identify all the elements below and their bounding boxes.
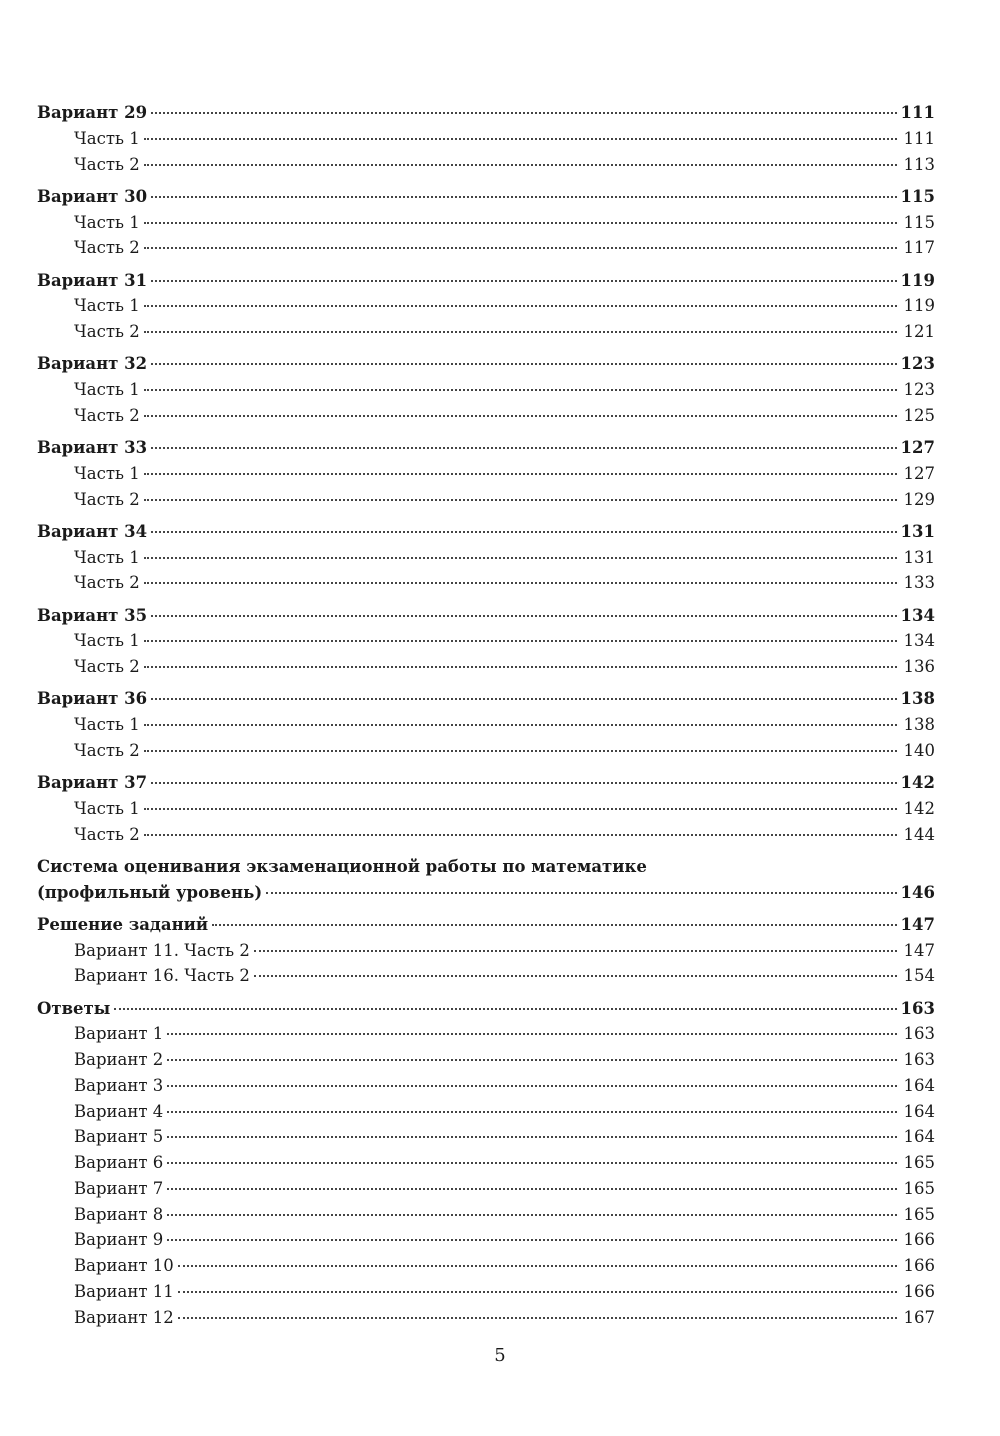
toc-answer-item — [37, 1124, 935, 1150]
toc-entry-page: 146 — [900, 882, 935, 902]
dot-leader — [144, 724, 897, 726]
toc-entry-page: 164 — [903, 1127, 935, 1147]
toc-entry-title: Ответы — [37, 998, 111, 1018]
dot-leader — [144, 750, 897, 752]
page-number: 5 — [494, 1345, 506, 1366]
toc-answer-item — [37, 1150, 935, 1176]
toc-part-entry — [37, 712, 935, 738]
toc-entry-page: 115 — [900, 186, 935, 206]
dot-leader — [254, 975, 897, 977]
dot-leader — [151, 698, 896, 700]
toc-grading-title-line1: Система оценивания экзаменационной работы по математике — [37, 856, 647, 876]
toc-entry-title: Вариант 8 — [74, 1204, 164, 1224]
toc-entry-title: Вариант 3 — [74, 1075, 164, 1095]
toc-entry-title: Часть 2 — [74, 154, 140, 174]
toc-variant-entry — [37, 268, 935, 294]
toc-answers-group — [37, 996, 935, 1331]
dot-leader — [167, 1136, 897, 1138]
dot-leader — [167, 1188, 897, 1190]
toc-variant-group — [37, 435, 935, 512]
dot-leader — [114, 1008, 896, 1010]
toc-entry-page: 123 — [903, 380, 935, 399]
dot-leader — [167, 1085, 897, 1087]
toc-entry-page: 140 — [903, 740, 935, 760]
toc-entry-page: 111 — [903, 128, 935, 148]
toc-part-entry — [37, 570, 935, 596]
toc-entry-title: Вариант 29 — [37, 103, 148, 122]
toc-entry-title: Часть 2 — [74, 489, 140, 509]
dot-leader — [167, 1059, 897, 1061]
toc-entry-title: Вариант 9 — [74, 1230, 164, 1250]
toc-entry-page: 142 — [903, 798, 935, 818]
toc-grading-group — [37, 854, 935, 906]
toc-entry-title: Вариант 35 — [37, 605, 148, 625]
dot-leader — [144, 473, 897, 475]
toc-entry-page: 123 — [900, 354, 935, 374]
toc-entry-page: 121 — [903, 322, 935, 341]
dot-leader — [151, 363, 896, 365]
toc-entry-page: 113 — [903, 154, 935, 174]
toc-entry-page: 164 — [903, 1075, 935, 1095]
toc-entry-page: 138 — [900, 689, 935, 709]
toc-variant-entry — [37, 435, 935, 461]
dot-leader — [151, 531, 896, 533]
toc-entry-page: 136 — [903, 657, 935, 676]
toc-entry-page: 165 — [903, 1153, 935, 1172]
dot-leader — [144, 499, 897, 501]
toc-entry-title: Вариант 6 — [74, 1153, 164, 1172]
toc-part-entry — [37, 319, 935, 345]
dot-leader — [144, 834, 897, 836]
toc-entry-title: Вариант 11. Часть 2 — [74, 940, 250, 960]
toc-part-entry — [37, 545, 935, 571]
toc-entry-page: 111 — [900, 103, 935, 122]
toc-entry-title: Вариант 5 — [74, 1127, 164, 1147]
dot-leader — [212, 924, 896, 926]
toc-entry-page: 134 — [900, 605, 935, 625]
dot-leader — [254, 950, 897, 952]
dot-leader — [167, 1033, 897, 1035]
toc-variant-entry — [37, 519, 935, 545]
dot-leader — [144, 164, 897, 166]
dot-leader — [144, 247, 897, 249]
toc-entry-page: 147 — [900, 914, 935, 934]
toc-entry-title: Часть 2 — [74, 573, 140, 593]
toc-variant-entry — [37, 770, 935, 796]
dot-leader — [178, 1265, 897, 1267]
toc-entry-page: 165 — [903, 1204, 935, 1224]
dot-leader — [151, 447, 896, 449]
toc-variant-entry — [37, 351, 935, 377]
toc-part-entry — [37, 235, 935, 261]
toc-variant-group — [37, 351, 935, 428]
toc-entry-title: Решение заданий — [37, 914, 209, 934]
toc-variant-group — [37, 603, 935, 680]
toc-answer-item — [37, 1021, 935, 1047]
dot-leader — [144, 222, 897, 224]
toc-variant-group — [37, 100, 935, 177]
toc-variant-group — [37, 686, 935, 763]
toc-solution-item — [37, 938, 935, 964]
toc-variant-entry — [37, 686, 935, 712]
toc-part-entry — [37, 822, 935, 848]
toc-entry-title: Вариант 12 — [74, 1307, 174, 1327]
toc-part-entry — [37, 152, 935, 178]
toc-part-entry — [37, 461, 935, 487]
dot-leader — [178, 1317, 897, 1319]
toc-entry-page: 119 — [900, 270, 935, 290]
toc-entry-title: Вариант 2 — [74, 1050, 164, 1069]
toc-entry-title: Часть 2 — [74, 405, 140, 425]
toc-entry-page: 163 — [900, 998, 935, 1018]
toc-variant-entry — [37, 603, 935, 629]
toc-entry-title: Часть 2 — [74, 824, 140, 844]
toc-variant-group — [37, 184, 935, 261]
toc-answer-item — [37, 1202, 935, 1228]
toc-entry-page: 127 — [903, 463, 935, 483]
dot-leader — [167, 1111, 897, 1113]
dot-leader — [151, 782, 896, 784]
toc-solutions-entry — [37, 912, 935, 938]
toc-entry-page: 147 — [903, 940, 935, 960]
toc-entry-title: Вариант 4 — [74, 1101, 164, 1121]
dot-leader — [167, 1162, 897, 1164]
toc-grading-entry — [37, 880, 935, 906]
toc-entry-title: Вариант 7 — [74, 1178, 164, 1198]
toc-entry-page: 129 — [903, 489, 935, 509]
toc-entry-title: Вариант 36 — [37, 689, 148, 709]
toc-answer-item — [37, 1047, 935, 1073]
dot-leader — [144, 640, 897, 642]
dot-leader — [144, 582, 897, 584]
toc-entry-page: 131 — [900, 521, 935, 541]
toc-entry-page: 154 — [903, 966, 935, 986]
dot-leader — [178, 1291, 897, 1293]
toc-entry-title: Вариант 33 — [37, 438, 148, 457]
toc-entry-title: Вариант 37 — [37, 773, 148, 792]
toc-entry-title: Часть 2 — [74, 657, 140, 676]
toc-entry-page: 134 — [903, 631, 935, 651]
dot-leader — [144, 557, 897, 559]
toc-entry-page: 127 — [900, 438, 935, 457]
dot-leader — [144, 305, 897, 307]
toc-solution-item — [37, 963, 935, 989]
toc-entry-title: (профильный уровень) — [37, 882, 263, 902]
toc-entry-title: Вариант 31 — [37, 270, 148, 290]
toc-solutions-group — [37, 912, 935, 989]
toc-entry-page: 166 — [903, 1230, 935, 1250]
toc-answer-item — [37, 1279, 935, 1305]
toc-entry-page: 117 — [903, 238, 935, 258]
toc-entry-title: Часть 2 — [74, 740, 140, 760]
toc-part-entry — [37, 628, 935, 654]
toc-entry-title: Вариант 34 — [37, 521, 148, 541]
toc-entry-title: Вариант 1 — [74, 1024, 164, 1044]
toc-entry-title: Вариант 30 — [37, 186, 148, 206]
toc-entry-page: 167 — [903, 1307, 935, 1327]
toc-part-entry — [37, 738, 935, 764]
toc-entry-page: 133 — [903, 573, 935, 593]
toc-variant-group — [37, 268, 935, 345]
toc-part-entry — [37, 210, 935, 236]
toc-entry-title: Часть 1 — [74, 463, 140, 483]
toc-part-entry — [37, 796, 935, 822]
dot-leader — [144, 666, 897, 668]
toc-entry-page: 142 — [900, 773, 935, 792]
toc-part-entry — [37, 403, 935, 429]
toc-entry-title: Часть 1 — [74, 296, 140, 316]
toc-entry-title: Часть 2 — [74, 238, 140, 258]
toc-variant-entry — [37, 184, 935, 210]
toc-entry-title: Часть 1 — [74, 631, 140, 651]
dot-leader — [167, 1239, 897, 1241]
toc-entry-page: 119 — [903, 296, 935, 316]
toc-entry-page: 164 — [903, 1101, 935, 1121]
toc-answer-item — [37, 1099, 935, 1125]
toc-part-entry — [37, 377, 935, 403]
toc-entry-title: Часть 1 — [74, 380, 140, 399]
dot-leader — [266, 892, 896, 894]
toc-entry-page: 163 — [903, 1024, 935, 1044]
toc-entry-page: 138 — [903, 715, 935, 734]
toc-part-entry — [37, 293, 935, 319]
toc-entry-title: Вариант 32 — [37, 354, 148, 374]
toc-entry-title: Часть 1 — [74, 715, 140, 734]
toc-answer-item — [37, 1305, 935, 1331]
toc-entry-page: 144 — [903, 824, 935, 844]
toc-answer-item — [37, 1253, 935, 1279]
toc-entry-title: Часть 1 — [74, 212, 140, 232]
dot-leader — [144, 138, 897, 140]
toc-entry-page: 166 — [903, 1281, 935, 1301]
toc-entry-title: Часть 1 — [74, 128, 140, 148]
toc-answer-item — [37, 1227, 935, 1253]
dot-leader — [144, 331, 897, 333]
toc-variant-group — [37, 519, 935, 596]
table-of-contents — [37, 100, 935, 1337]
toc-entry-page: 165 — [903, 1178, 935, 1198]
toc-entry-title: Вариант 16. Часть 2 — [74, 966, 250, 986]
toc-entry-title: Вариант 11 — [74, 1281, 174, 1301]
toc-variant-entry — [37, 100, 935, 126]
toc-entry-title: Часть 1 — [74, 798, 140, 818]
toc-entry-page: 131 — [903, 547, 935, 567]
toc-entry-page: 115 — [903, 212, 935, 232]
dot-leader — [144, 808, 897, 810]
dot-leader — [151, 196, 896, 198]
dot-leader — [144, 389, 897, 391]
toc-answer-item — [37, 1073, 935, 1099]
toc-part-entry — [37, 126, 935, 152]
toc-answer-item — [37, 1176, 935, 1202]
toc-entry-page: 163 — [903, 1050, 935, 1069]
toc-entry-page: 166 — [903, 1256, 935, 1275]
toc-part-entry — [37, 487, 935, 513]
dot-leader — [151, 280, 896, 282]
toc-part-entry — [37, 654, 935, 680]
dot-leader — [144, 415, 897, 417]
toc-answers-entry — [37, 996, 935, 1022]
toc-variant-group — [37, 770, 935, 847]
dot-leader — [151, 615, 896, 617]
toc-entry-title: Часть 2 — [74, 322, 140, 341]
toc-entry-title: Вариант 10 — [74, 1256, 174, 1275]
toc-entry-page: 125 — [903, 405, 935, 425]
toc-entry-title: Часть 1 — [74, 547, 140, 567]
dot-leader — [167, 1214, 897, 1216]
dot-leader — [151, 112, 896, 114]
